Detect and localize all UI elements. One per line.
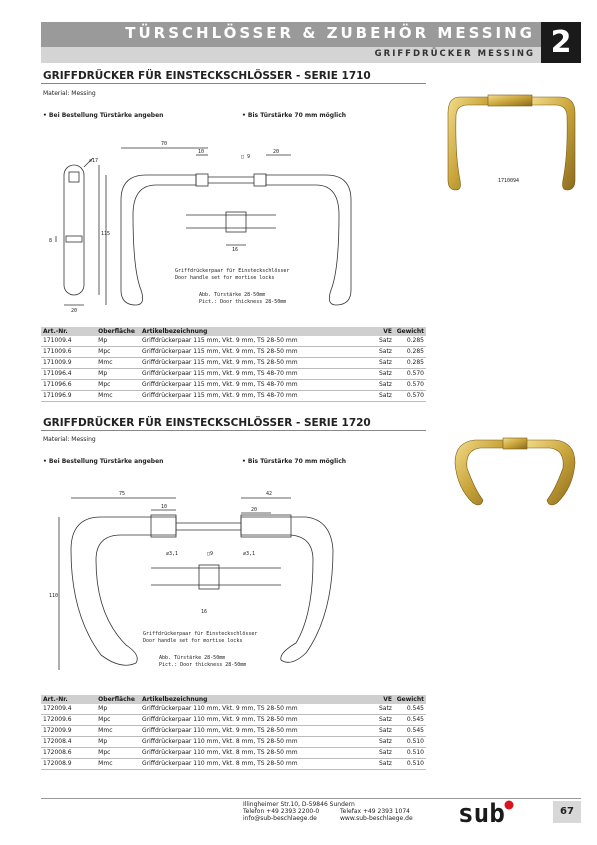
col-artnr: Art.-Nr.	[41, 695, 96, 704]
dim-42: 42	[266, 491, 273, 497]
section2-title: GRIFFDRÜCKER FÜR EINSTECKSCHLÖSSER - SERIE 1720	[43, 417, 371, 429]
dim-20-width: 20	[71, 308, 78, 314]
dim-20: 20	[251, 507, 258, 513]
table-header	[41, 327, 426, 336]
section1-note-left: • Bei Bestellung Türstärke angeben	[43, 112, 164, 119]
dim-16: 16	[232, 247, 239, 253]
product-photo-1710	[440, 85, 585, 200]
table-row: 172008.6 Mpc Griffdrückerpaar 110 mm, Vkt. 8 mm, TS 28-50 mm Satz 0.510	[41, 748, 426, 759]
drawing-pict-en: Pict.: Door thickness 28-50mm	[159, 662, 247, 668]
handle-side-square	[69, 172, 79, 182]
section1-rule	[41, 83, 426, 84]
handle-left-outline	[121, 175, 196, 305]
chapter-number: 2	[541, 22, 581, 63]
section1-note-right: • Bis Türstärke 70 mm möglich	[242, 112, 347, 119]
table-serie-1710	[41, 327, 426, 402]
product-photo-1720	[445, 428, 585, 513]
dim-16: 16	[201, 609, 208, 615]
dim-70: 70	[161, 141, 168, 147]
footer-fax: Telefax +49 2393 1074	[340, 808, 410, 815]
col-description: Artikelbezeichnung	[140, 695, 368, 704]
col-surface: Oberfläche	[96, 695, 140, 704]
section1-material: Material: Messing	[43, 90, 96, 97]
table-row: 172008.9 Mmc Griffdrückerpaar 110 mm, Vkt. 8 mm, TS 28-50 mm Satz 0.510	[41, 759, 426, 770]
dim-8: 8	[49, 238, 53, 244]
section2-rule	[41, 430, 426, 431]
drawing-caption-de: Griffdrückerpaar für Einsteckschlösser	[143, 631, 258, 637]
drawing-pict-de: Abb. Türstärke 28-50mm	[199, 292, 266, 298]
table-row: 171009.4 Mp Griffdrückerpaar 115 mm, Vkt. 9 mm, TS 28-50 mm Satz 0.285	[41, 336, 426, 347]
dim-diameter-17: ⌀17	[89, 158, 99, 164]
col-artnr: Art.-Nr.	[41, 327, 96, 336]
handle-right-outline	[266, 175, 351, 305]
page-number: 67	[553, 801, 581, 823]
footer-phone: Telefon +49 2393 2200-0	[243, 808, 320, 815]
handle-side-profile	[64, 165, 84, 295]
dim-diameter-3-1-left: ⌀3,1	[166, 551, 179, 557]
sub-logo	[457, 798, 515, 826]
col-ve: VE	[368, 327, 394, 336]
handle-side-section	[66, 236, 82, 242]
table-row: 172009.9 Mmc Griffdrückerpaar 110 mm, Vkt. 9 mm, TS 28-50 mm Satz 0.545	[41, 726, 426, 737]
footer-website[interactable]: www.sub-beschlaege.de	[340, 815, 413, 822]
dim-20: 20	[273, 149, 280, 155]
logo-red-dot	[505, 801, 514, 810]
dim-square-9: □ 9	[241, 154, 251, 160]
table-row: 171009.6 Mpc Griffdrückerpaar 115 mm, Vkt. 9 mm, TS 28-50 mm Satz 0.285	[41, 347, 426, 358]
col-weight: Gewicht	[394, 695, 426, 704]
dim-diameter-3-1-right: ⌀3,1	[243, 551, 256, 557]
technical-drawing-1710	[41, 130, 371, 320]
table-row: 171096.6 Mpc Griffdrückerpaar 115 mm, Vkt. 9 mm, TS 48-70 mm Satz 0.570	[41, 380, 426, 391]
drawing-pict-de: Abb. Türstärke 28-50mm	[159, 655, 226, 661]
dim-square-9: □9	[207, 551, 214, 557]
drawing-caption-en: Door handle set for mortise locks	[143, 638, 243, 644]
section2-note-left: • Bei Bestellung Türstärke angeben	[43, 458, 164, 465]
dim-10: 10	[161, 504, 168, 510]
col-surface: Oberfläche	[96, 327, 140, 336]
table-header	[41, 695, 426, 704]
section2-note-right: • Bis Türstärke 70 mm möglich	[242, 458, 347, 465]
section1-title: GRIFFDRÜCKER FÜR EINSTECKSCHLÖSSER - SERIE 1710	[43, 70, 371, 82]
table-row: 172008.4 Mp Griffdrückerpaar 110 mm, Vkt. 8 mm, TS 28-50 mm Satz 0.510	[41, 737, 426, 748]
col-description: Artikelbezeichnung	[140, 327, 368, 336]
col-weight: Gewicht	[394, 327, 426, 336]
table-row: 172009.6 Mpc Griffdrückerpaar 110 mm, Vkt. 9 mm, TS 28-50 mm Satz 0.545	[41, 715, 426, 726]
dim-10: 10	[198, 149, 205, 155]
table-row: 171009.9 Mmc Griffdrückerpaar 115 mm, Vkt. 9 mm, TS 28-50 mm Satz 0.285	[41, 358, 426, 369]
table-serie-1720	[41, 695, 426, 770]
drawing-caption-de: Griffdrückerpaar für Einsteckschlösser	[175, 268, 290, 274]
table-row: 171096.9 Mmc Griffdrückerpaar 115 mm, Vkt. 9 mm, TS 48-70 mm Satz 0.570	[41, 391, 426, 402]
footer-address: Illingheimer Str.10, D-59846 Sundern	[243, 801, 355, 808]
dim-75: 75	[119, 491, 126, 497]
table-row: 171096.4 Mp Griffdrückerpaar 115 mm, Vkt. 9 mm, TS 48-70 mm Satz 0.570	[41, 369, 426, 380]
dim-110: 110	[49, 593, 59, 599]
photo-label-1710: 1710094	[498, 178, 520, 184]
handle-right-outline	[241, 517, 333, 662]
drawing-caption-en: Door handle set for mortise locks	[175, 275, 275, 281]
table-row: 172009.4 Mp Griffdrückerpaar 110 mm, Vkt. 9 mm, TS 28-50 mm Satz 0.545	[41, 704, 426, 715]
header-subtitle: GRIFFDRÜCKER MESSING	[374, 49, 535, 59]
header-title: TÜRSCHLÖSSER & ZUBEHÖR MESSING	[125, 24, 535, 42]
section2-material: Material: Messing	[43, 436, 96, 443]
footer-email[interactable]: info@sub-beschlaege.de	[243, 815, 317, 822]
dim-115: 115	[101, 231, 111, 237]
logo-wordmark: sub	[458, 799, 505, 826]
drawing-pict-en: Pict.: Door thickness 28-50mm	[199, 299, 287, 305]
col-ve: VE	[368, 695, 394, 704]
technical-drawing-1720	[41, 485, 371, 685]
